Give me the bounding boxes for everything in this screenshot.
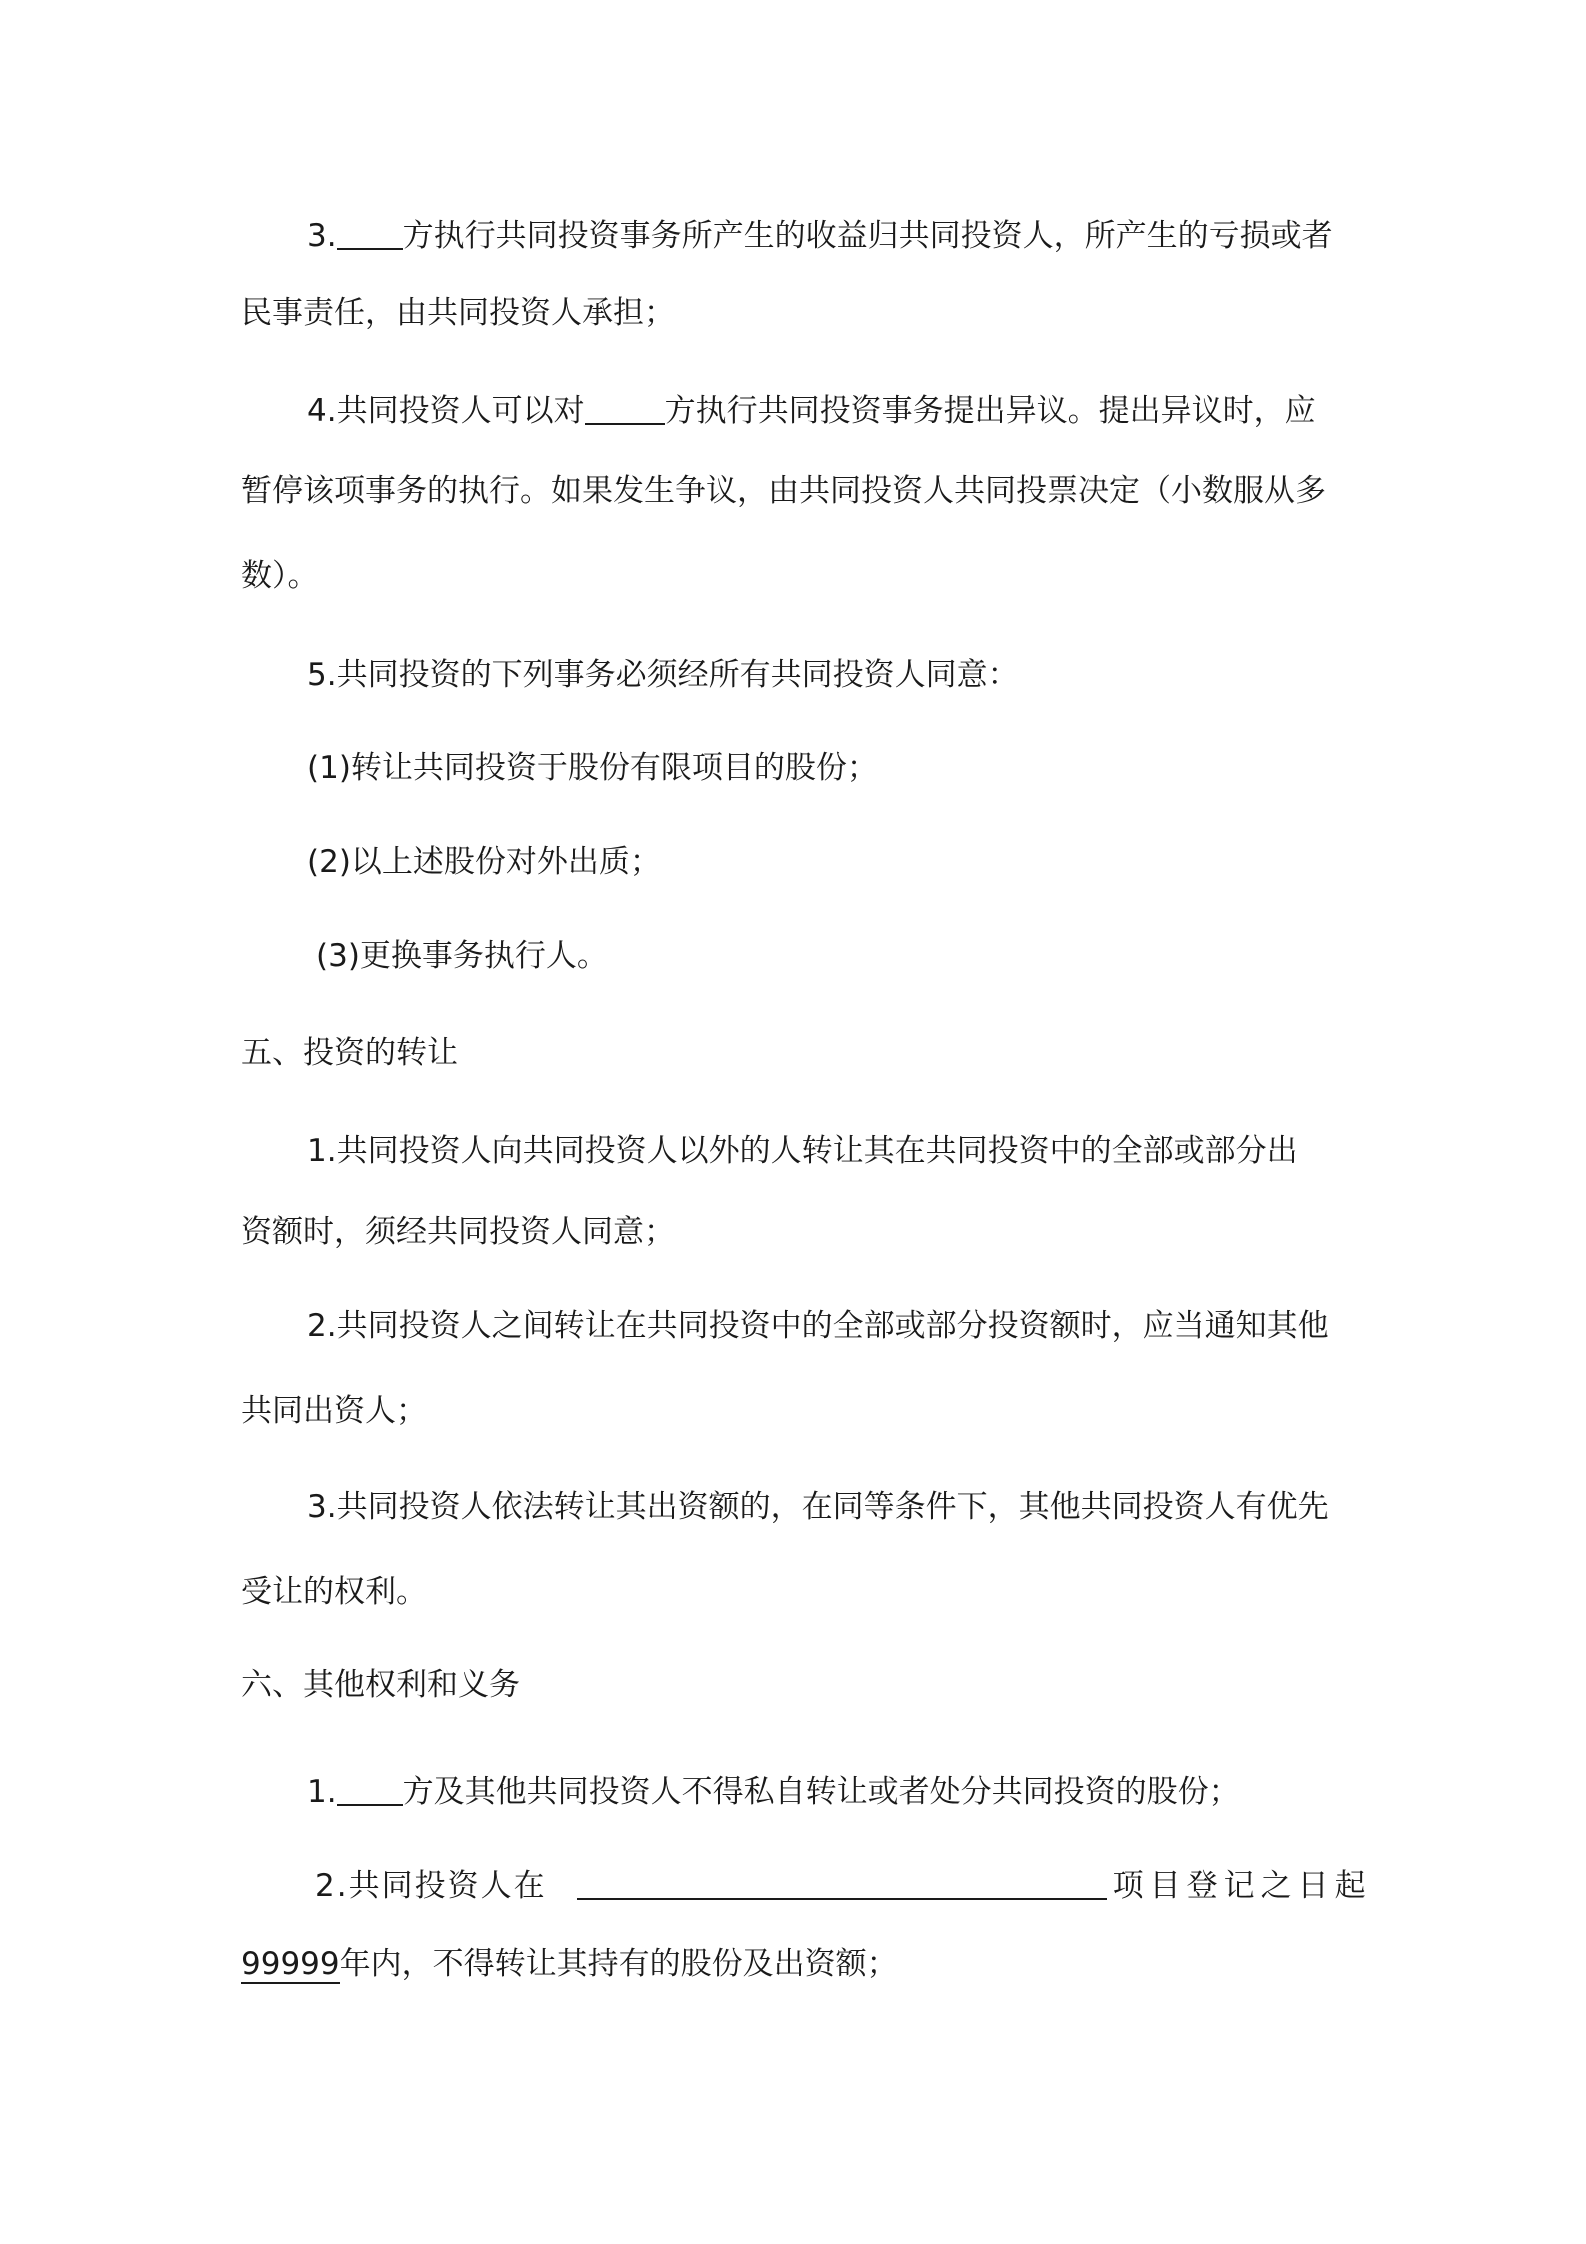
item-4-line-3: 数）。	[241, 558, 319, 594]
s5-item-2-line-1: 2.共同投资人之间转让在共同投资中的全部或部分投资额时，应当通知其他	[307, 1308, 1329, 1344]
s6-item-2-line-2	[241, 1946, 898, 1982]
s5-item-3-line-2: 受让的权利。	[241, 1574, 427, 1610]
item-5-sub-2: (2)以上述股份对外出质；	[307, 844, 661, 880]
item-4-text-end: 方执行共同投资事务提出异议。提出异议时，应	[664, 393, 1316, 429]
s6-item-2-text-tail: 年内，不得转让其持有的股份及出资额；	[339, 1946, 898, 1982]
s6-item-1-line-1	[307, 1773, 1240, 1808]
item-3-number: 3.	[307, 218, 337, 254]
s6-item-2-years-value[interactable]: 99999	[241, 1946, 340, 1982]
section-5-title: 五、投资的转让	[241, 1035, 458, 1071]
s5-item-1-line-1: 1.共同投资人向共同投资人以外的人转让其在共同投资中的全部或部分出	[307, 1133, 1298, 1169]
item-3-party-blank[interactable]	[337, 217, 403, 250]
s6-item-1-text: 方及其他共同投资人不得私自转让或者处分共同投资的股份；	[402, 1774, 1240, 1810]
s6-item-1-number: 1.	[307, 1774, 337, 1810]
item-5-heading: 5.共同投资的下列事务必须经所有共同投资人同意：	[307, 657, 1019, 693]
s5-item-2-line-2: 共同出资人；	[241, 1393, 427, 1429]
item-3-line-1	[307, 217, 1333, 252]
item-3-text: 方执行共同投资事务所产生的收益归共同投资人，所产生的亏损或者	[402, 218, 1333, 254]
item-4-text-start: 4.共同投资人可以对	[307, 393, 585, 429]
section-6-title: 六、其他权利和义务	[241, 1667, 520, 1703]
s6-item-2-project-blank[interactable]	[577, 1867, 1107, 1900]
s6-item-2-text-end: 项目登记之日起	[1112, 1868, 1372, 1904]
s6-item-2-line-1	[315, 1867, 1372, 1902]
s6-item-1-party-blank[interactable]	[337, 1773, 403, 1806]
item-5-sub-1: (1)转让共同投资于股份有限项目的股份；	[307, 750, 878, 786]
item-5-sub-3: (3)更换事务执行人。	[316, 938, 608, 974]
item-3-line-2: 民事责任，由共同投资人承担；	[241, 295, 675, 331]
item-4-party-blank[interactable]	[585, 392, 665, 425]
item-4-line-1	[307, 392, 1316, 427]
s5-item-3-line-1: 3.共同投资人依法转让其出资额的，在同等条件下，其他共同投资人有优先	[307, 1489, 1329, 1525]
item-4-line-2: 暂停该项事务的执行。如果发生争议，由共同投资人共同投票决定（小数服从多	[241, 473, 1326, 509]
s5-item-1-line-2: 资额时，须经共同投资人同意；	[241, 1214, 675, 1250]
s6-item-2-text-start: 2.共同投资人在	[315, 1868, 547, 1904]
